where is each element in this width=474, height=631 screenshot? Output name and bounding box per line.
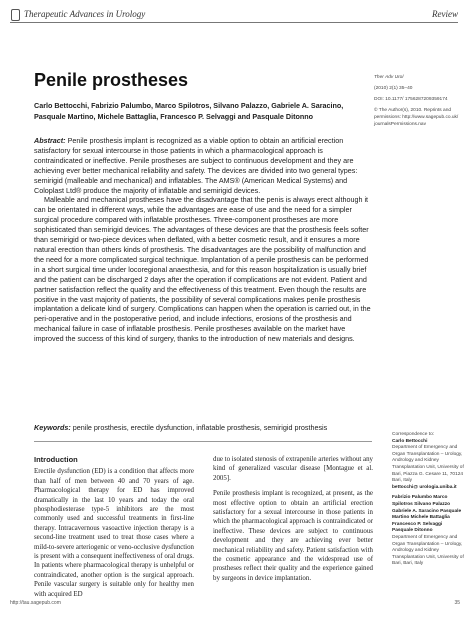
corresponding-author: Carlo Bettocchi xyxy=(392,438,428,444)
corresponding-email[interactable]: bettocchi@ urologia.uniba.it xyxy=(392,484,457,490)
page-number: 35 xyxy=(454,600,460,606)
keywords xyxy=(34,423,394,433)
article-title: Penile prostheses xyxy=(34,70,189,90)
introduction-paragraph-1: Erectile dysfunction (ED) is a condition that affects more than half of men between 40 and 70 years of age. Pharmacological therapy for ED has improved dramatically in the last 10 years and today the oral phosphodiesterase type-5 inhibitors are the most commonly used and successful treatments in first-line therapy. Intracavernous vasoactive injection therapy is a second-line treatment used to treat those cases where a mild-to-severe arteriogenic or veno-occlusive dysfunction is present with a consequent ineffectiveness of oral drugs. In patients where pharmacological therapy is unhelpful or contraindicated, another option is the surgical approach. Penile vascular surgery is suitable only for healthy men with acquired ED xyxy=(34,468,194,598)
citation: (2010) 2(1) 35–40 xyxy=(374,86,413,91)
doi[interactable]: DOI: 10.1177/ 1756287209359174 xyxy=(374,97,448,102)
coauthor-address: Department of Emergency and Organ Transplantation – Urology, Andrology and Kidney Transplantation Unit, University of Bari, Bari, Italy xyxy=(392,534,464,567)
abstract-paragraph-1: Penile prosthesis implant is recognized as a viable option to obtain an artificial erection satisfactory for sexual intercourse in those patients in which a pharmacological approach is contraindicated or ineffective. Penile prostheses are subject to continuous development and they are achieving ever better mechanical reliability and safety. The devices are divided into two general types: semirigid (malleable and mechanical) and inflatables. The AMS® (American Medical Systems) and Coloplast Ltd® produce the majority of inflatable and semirigid devices. xyxy=(34,136,358,195)
abstract xyxy=(34,136,372,344)
article-meta xyxy=(374,74,464,132)
copyright-notice: © The Author(s), 2010. Reprints and permissions: http://www.sagepub.co.uk/ journalsPermissions.nav xyxy=(374,108,459,127)
body-column-left xyxy=(34,455,194,599)
journal-abbrev: Ther Adv Urol xyxy=(374,75,404,80)
introduction-paragraph-3: Penile prosthesis implant is recognized, at present, as the most effective option to obtain an artificial erection satisfactory for a sexual intercourse in those patients in which the pharmacological approach is contraindicated or ineffective. These devices are subject to continuous development and they are achieving ever better mechanical reliability and safety. Patient satisfaction with the cosmetic appearance and the widespread use of prostheses reflect their quality and the experience gained by surgeons in device implantation. xyxy=(213,490,373,582)
footer-url[interactable]: http://tau.sagepub.com xyxy=(10,600,61,606)
abstract-label: Abstract: xyxy=(34,136,66,145)
correspondence-block xyxy=(392,432,464,572)
article-type: Review xyxy=(432,9,458,19)
keywords-label: Keywords: xyxy=(34,423,71,432)
author-list: Carlo Bettocchi, Fabrizio Palumbo, Marco Spilotros, Silvano Palazzo, Gabriele A. Saracino, Pasquale Martino, Michele Battaglia, Francesco P. Selvaggi and Pasquale Ditonno xyxy=(34,101,344,121)
abstract-paragraph-2: Malleable and mechanical prostheses have the disadvantage that the penis is always erect although it can be orientated in different ways, while the advantages are ease of use and the need for a simpler surgical procedure compared with inflatable prostheses. Three-component prostheses are more sophisticated than semirigid devices. The advantages of these devices are that the prosthesis feels softer than semirigid or two-piece devices when deflated, with a better cosmetic result, and it ensures a more natural erection than others kinds of prosthesis. The disadvantages are the possibility of malfunction and the need for a more complicated surgical technique. Implantation of a penile prosthesis can be performed in a short surgical time under locoregional anaesthesia, and for this reason hospitalization is usually brief and the patient can be discharged 2 days after the operation if complications are not evident. Patient and partner satisfaction reflect the quality and the effectiveness of this treatment. Even though the results are positive in the vast majority of patients, the possibility of several complications makes penile prosthesis implantation a delicate kind of surgery. Complications can happen when the operation is carried out, in the peri-operative and in the postoperative period, and include infections, erosions of the prosthesis and mechanical failure in case of inflatable prosthesis. Penile prostheses available on the market have improved the success of this kind of surgery, thanks to the introduction of new materials and designs. xyxy=(34,195,371,344)
coauthor-list: Fabrizio Palumbo Marco Spilotros Silvano Palazzo Gabriele A. Saracino Pasquale Martino Michele Battaglia Francesco P. Selvaggi Pasquale Ditonno xyxy=(392,495,462,534)
introduction-paragraph-2: due to isolated stenosis of extrapenile arteries without any kind of generalized vascular disease [Montague et al. 2005]. xyxy=(213,456,373,482)
section-divider xyxy=(34,441,372,442)
corresponding-address: Department of Emergency and Organ Transplantation – Urology, Andrology and Kidney Transplantation Unit, University of Bari, Piazza G. Cesare 11, 70124 Bari, Italy xyxy=(392,445,464,484)
journal-name: Therapeutic Advances in Urology xyxy=(24,9,146,19)
journal-header xyxy=(10,6,458,23)
correspondence-label: Correspondence to: xyxy=(392,432,435,437)
section-heading-introduction: Introduction xyxy=(34,455,78,464)
keywords-text: penile prosthesis, erectile dysfunction, inflatable prosthesis, semirigid prosthesis xyxy=(72,423,328,432)
journal-logo-icon xyxy=(10,8,20,20)
body-column-right xyxy=(213,455,373,589)
